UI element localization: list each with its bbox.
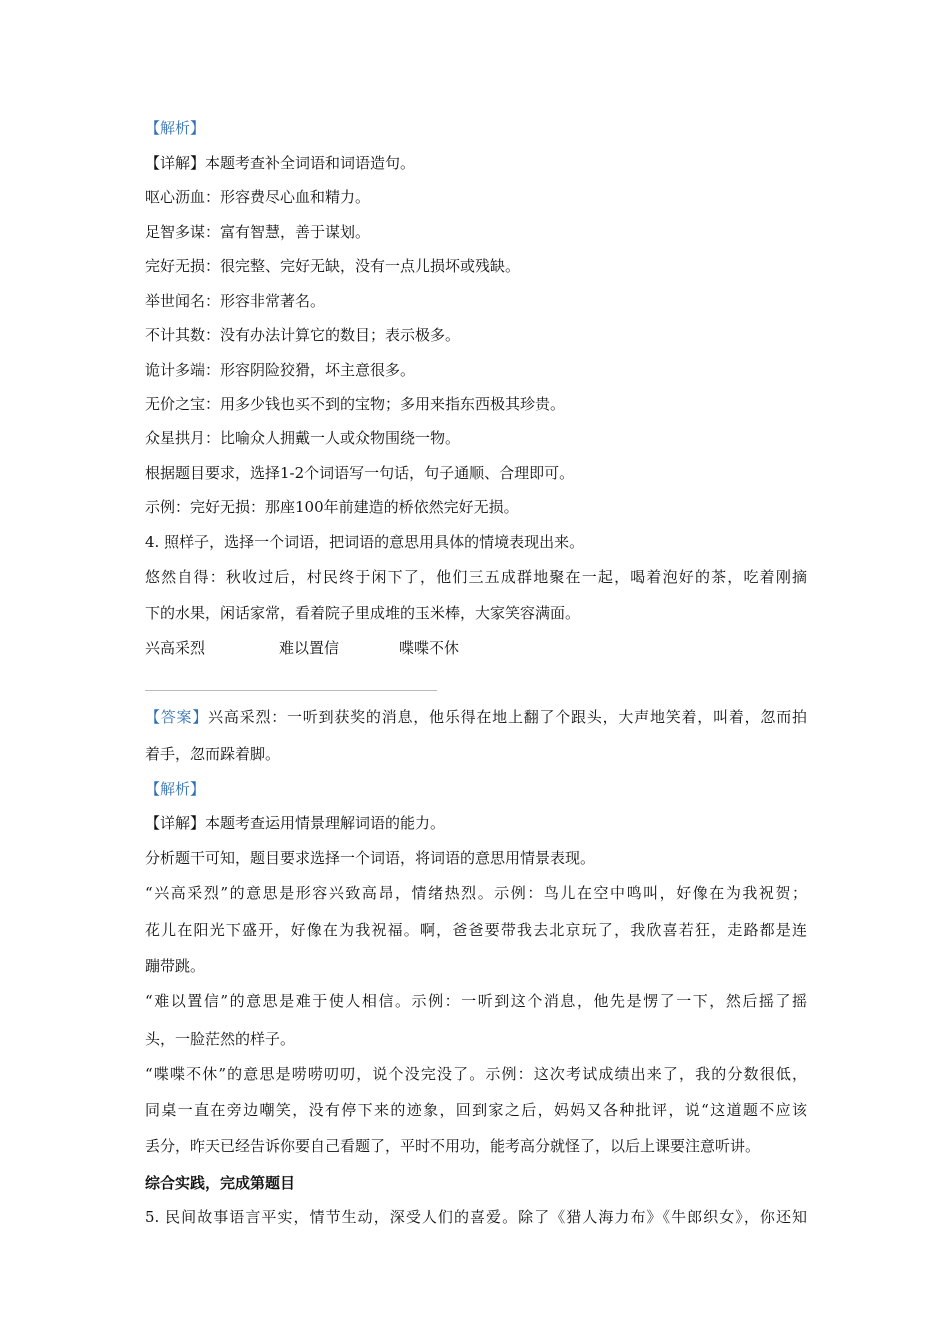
answer-text: 兴高采烈：一听到获奖的消息，他乐得在地上翻了个跟头，大声地笑着，叫着，忽而拍 [208,708,807,726]
paragraph-line: “难以置信”的意思是难于使人相信。示例：一听到这个消息，他先是愣了一下，然后摇了摇 [145,992,807,1010]
answer-label: 【答案】 [145,708,209,726]
idiom-options [145,638,459,658]
idiom-definition: 呕心沥血：形容费尽心血和精力。 [145,188,371,206]
idiom-definition: 无价之宝：用多少钱也买不到的宝物；多用来指东西极其珍贵。 [145,395,566,413]
paragraph-line: 蹦带跳。 [145,957,206,975]
idiom-definition: 足智多谋：富有智慧，善于谋划。 [145,223,371,241]
instruction-text: 根据题目要求，选择1-2个词语写一句话，句子通顺、合理即可。 [145,464,575,482]
divider [145,690,437,691]
idiom-definition: 诡计多端：形容阴险狡猾，坏主意很多。 [145,361,416,379]
answer-line [145,707,807,727]
paragraph-line: “兴高采烈”的意思是形容兴致高昂，情绪热烈。示例：鸟儿在空中鸣叫，好像在为我祝贺； [145,884,807,902]
paragraph-line: 头，一脸茫然的样子。 [145,1030,296,1048]
detail-text: 【详解】本题考查补全词语和词语造句。 [145,154,416,172]
option-word: 喋喋不休 [399,639,460,657]
detail-text: 【详解】本题考查运用情景理解词语的能力。 [145,814,446,832]
option-word: 难以置信 [279,639,340,657]
idiom-definition: 举世闻名：形容非常著名。 [145,292,326,310]
idiom-definition: 完好无损：很完整、完好无缺，没有一点儿损坏或残缺。 [145,257,521,275]
option-word: 兴高采烈 [145,639,206,657]
section-title: 综合实践，完成第题目 [145,1174,296,1192]
example-paragraph-line: 悠然自得：秋收过后，村民终于闲下了，他们三五成群地聚在一起，喝着泡好的茶，吃着刚摘 [145,568,807,586]
question-4: 4. 照样子，选择一个词语，把词语的意思用具体的情境表现出来。 [145,533,585,551]
paragraph-line: 花儿在阳光下盛开，好像在为我祝福。啊，爸爸要带我去北京玩了，我欣喜若狂，走路都是连 [145,921,807,939]
example-paragraph-line: 下的水果，闲话家常，看着院子里成堆的玉米棒，大家笑容满面。 [145,604,581,622]
answer-text: 着手，忽而跺着脚。 [145,745,281,763]
idiom-definition: 不计其数：没有办法计算它的数目；表示极多。 [145,326,461,344]
example-text: 示例：完好无损：那座100年前建造的桥依然完好无损。 [145,498,519,516]
paragraph-line: 丢分，昨天已经告诉你要自己看题了，平时不用功，能考高分就怪了，以后上课要注意听讲。 [145,1137,761,1155]
paragraph-line: 同桌一直在旁边嘲笑，没有停下来的迹象，回到家之后，妈妈又各种批评，说“这道题不应该 [145,1101,807,1119]
analysis-text: 分析题干可知，题目要求选择一个词语，将词语的意思用情景表现。 [145,849,596,867]
analysis-label: 【解析】 [145,119,206,137]
idiom-definition: 众星拱月：比喻众人拥戴一人或众物围绕一物。 [145,429,461,447]
analysis-label: 【解析】 [145,780,206,798]
paragraph-line: “喋喋不休”的意思是唠唠叨叨，说个没完没了。示例：这次考试成绩出来了，我的分数很低， [145,1065,807,1083]
question-5: 5. 民间故事语言平实，情节生动，深受人们的喜爱。除了《猎人海力布》《牛郎织女》，你还知 [145,1208,807,1226]
